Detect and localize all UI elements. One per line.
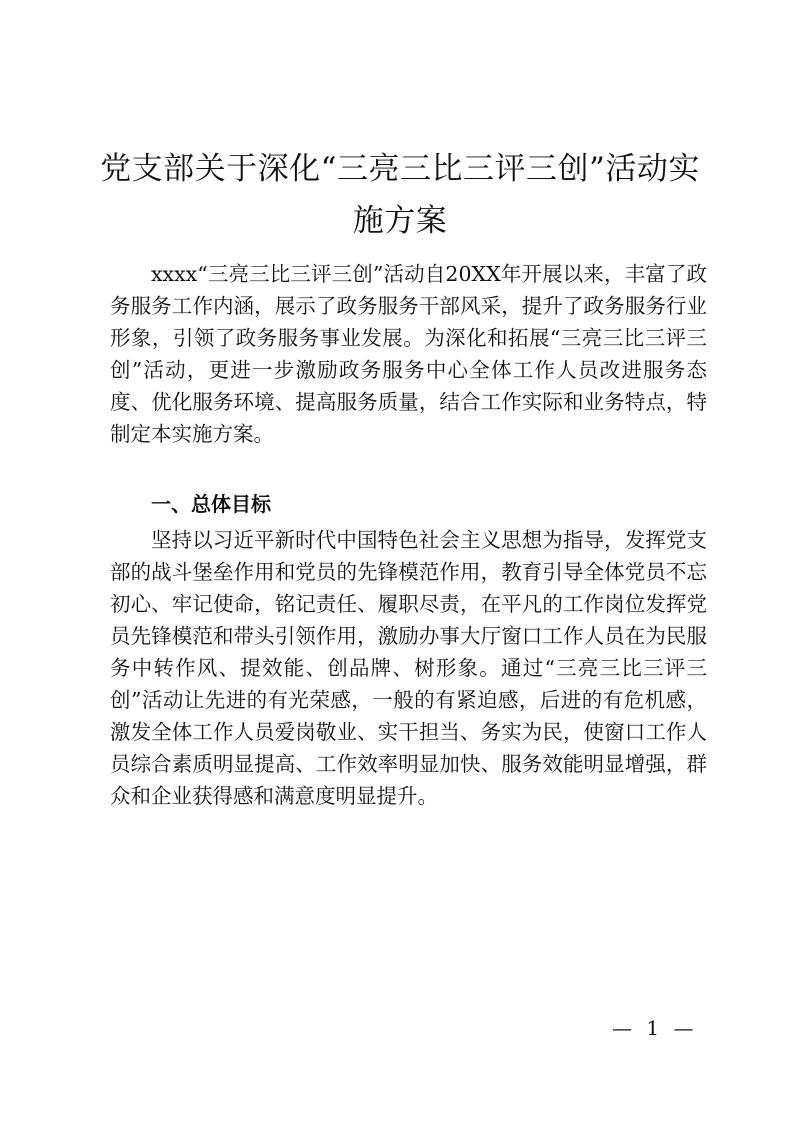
intro-paragraph: xxxx“三亮三比三评三创”活动自20XX年开展以来，丰富了政务服务工作内涵，展示了政务服务干部风采，提升了政务服务行业形象，引领了政务服务事业发展。为深化和拓展“三亮三比三评三创”活动，更进一步激励政务服务中心全体工作人员改进服务态度、优化服务环境、提高服务质量，结合工作实际和业务特点，特制定本实施方案。: [110, 262, 707, 446]
section-heading-overall-goal: 一、总体目标: [151, 492, 271, 516]
page-number: — 1 —: [612, 1016, 698, 1040]
document-title: 党支部关于深化“三亮三比三评三创”活动实施方案: [100, 151, 700, 239]
section-paragraph-overall-goal: 坚持以习近平新时代中国特色社会主义思想为指导，发挥党支部的战斗堡垒作用和党员的先锋模范作用，教育引导全体党员不忘初心、牢记使命，铭记责任、履职尽责，在平凡的工作岗位发挥党员先锋模范和带头引领作用，激励办事大厅窗口工作人员在为民服务中转作风、提效能、创品牌、树形象。通过“三亮三比三评三创”活动让先进的有光荣感，一般的有紧迫感，后进的有危机感，激发全体工作人员爱岗敬业、实干担当、务实为民，使窗口工作人员综合素质明显提高、工作效率明显加快、服务效能明显增强，群众和企业获得感和满意度明显提升。: [110, 528, 707, 808]
